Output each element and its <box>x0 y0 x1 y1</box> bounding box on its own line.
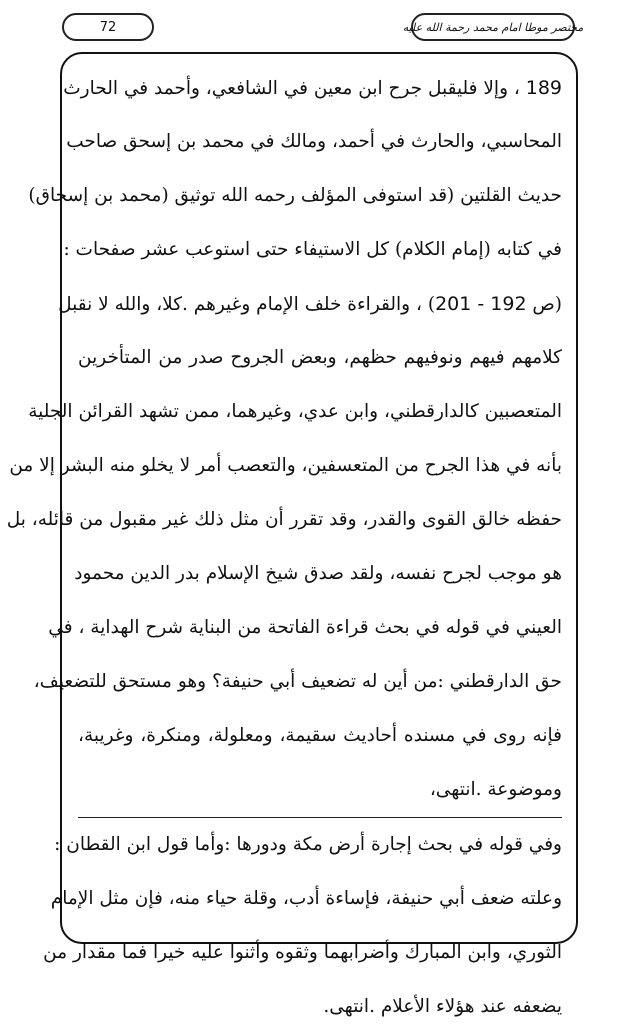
text-line: حق الدارقطني :من أين له تضعيف أبي حنيفة؟ وهو مستحق للتضعيف، <box>33 671 562 692</box>
text-line: يضعفه عند هؤلاء الأعلام .انتهى. <box>323 996 562 1017</box>
book-title-header <box>402 13 584 41</box>
page-number-header <box>62 13 154 41</box>
text-line: فإنه روى في مسنده أحاديث سقيمة، ومعلولة، ومنكرة، وغريبة، <box>78 725 562 746</box>
text-line: بأنه في هذا الجرح من المتعسفين، والتعصب أمر لا يخلو منه البشر إلا من <box>9 455 562 476</box>
text-line: هو موجب لجرح نفسه، ولقد صدق شيخ الإسلام بدر الدين محمود <box>74 563 562 584</box>
text-line: وفي قوله في بحث إجارة أرض مكة ودورها :وأما قول ابن القطان : <box>78 817 562 872</box>
text-line: المحاسبي، والحارث في أحمد، ومالك في محمد بن إسحق صاحب <box>66 131 562 152</box>
page-number-text: 72 <box>99 19 117 35</box>
text-line: حفظه خالق القوى والقدر، وقد تقرر أن مثل ذلك غير مقبول من قائله، بل <box>6 509 562 530</box>
text-line: العيني في قوله في بحث قراءة الفاتحة من البناية شرح الهداية ، في <box>48 617 562 638</box>
text-line: وعلته ضعف أبي حنيفة، فإساءة أدب، وقلة حياء منه، فإن مثل الإمام <box>50 888 562 909</box>
text-line: في كتابه (إمام الكلام) كل الاستيفاء حتى استوعب عشر صفحات : <box>63 239 562 260</box>
text-line: 189 ، وإلا فليقبل جرح ابن معين في الشافعي، وأحمد في الحارث <box>63 77 562 99</box>
text-line: الثوري، وابن المبارك وأضرابهما وثقوه وأثنوا عليه خيرا فما مقدار من <box>43 942 562 963</box>
text-line: المتعصبين كالدارقطني، وابن عدي، وغيرهما، ممن تشهد القرائن الجلية <box>28 401 562 422</box>
text-line: وموضوعة .انتهى، <box>429 779 562 800</box>
book-title-text: مختصر موطا امام محمد رحمة الله عليه <box>402 20 584 34</box>
text-line: كلامهم فيهم ونوفيهم حظهم، وبعض الجروح صدر من المتأخرين <box>78 347 562 368</box>
text-line: حديث القلتين (قد استوفى المؤلف رحمه الله توثيق (محمد بن إسحاق) <box>28 185 562 206</box>
arabic-text-body <box>6 61 562 1034</box>
text-line: (ص 201 - 192) ، والقراءة خلف الإمام وغيرهم .كلا، والله لا نقبل <box>58 293 562 315</box>
